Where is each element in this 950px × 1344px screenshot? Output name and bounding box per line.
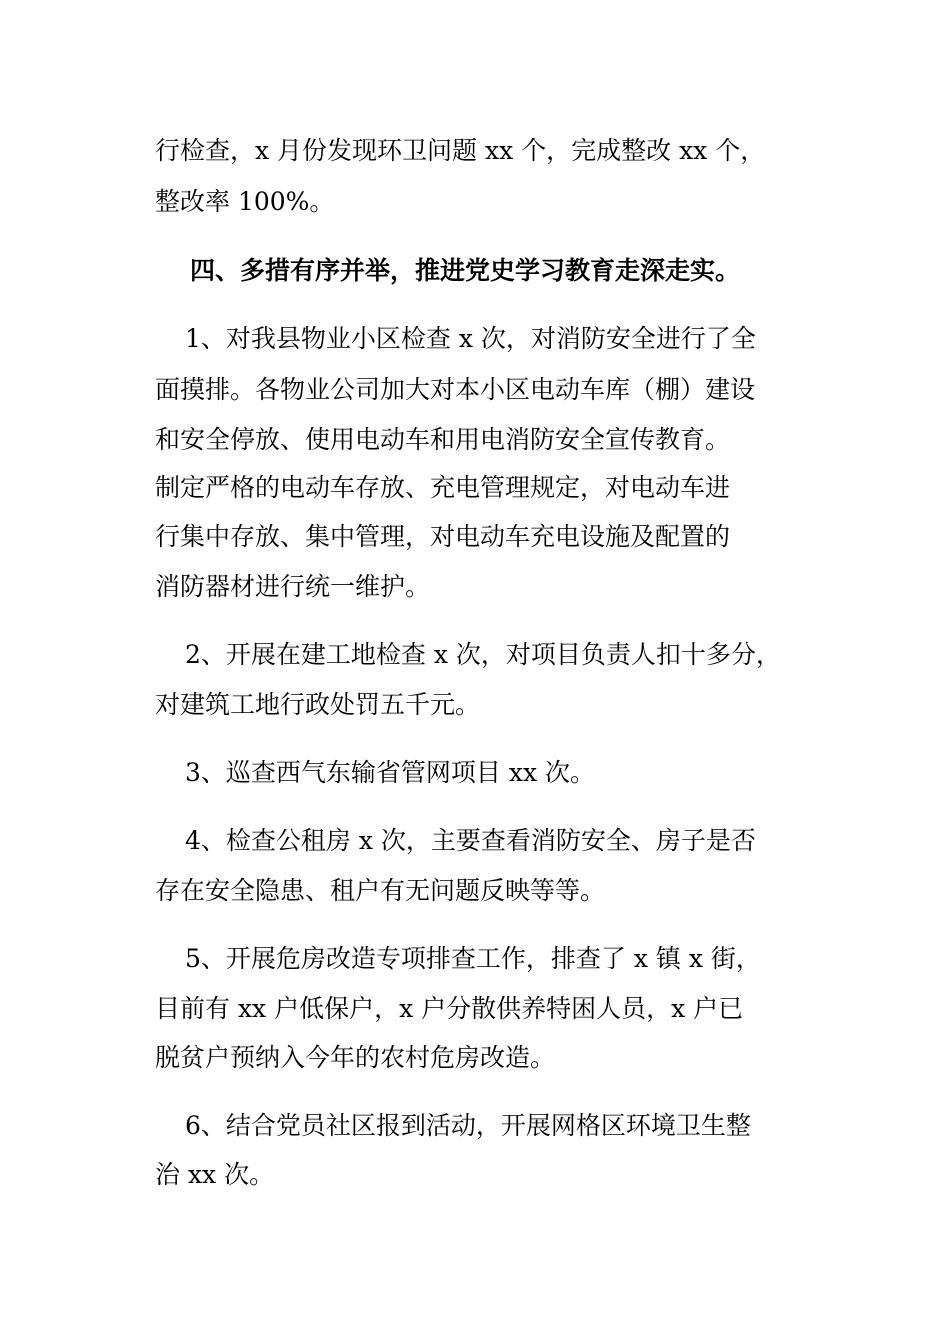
line-text: 整改率 100%。 [155, 187, 335, 216]
paragraph-line [0, 423, 950, 457]
paragraph-line [0, 520, 950, 554]
paragraph-line [0, 570, 950, 604]
line-text: 3、巡查西气东输省管网项目 xx 次。 [185, 758, 595, 787]
line-text: 治 xx 次。 [155, 1160, 275, 1189]
line-text: 和安全停放、使用电动车和用电消防安全宣传教育。 [155, 425, 731, 454]
line-text: 6、结合党员社区报到活动，开展网格区环境卫生整 [185, 1111, 751, 1140]
line-text: 脱贫户预纳入今年的农村危房改造。 [155, 1043, 556, 1072]
line-text: 2、开展在建工地检查 x 次，对项目负责人扣十多分， [185, 640, 781, 669]
line-text: 制定严格的电动车存放、充电管理规定，对电动车进 [155, 473, 731, 502]
paragraph-line [0, 756, 950, 790]
line-text: 消防器材进行统一维护。 [155, 572, 431, 601]
section-heading-text: 四、多措有序并举，推进党史学习教育走深走实。 [190, 256, 741, 285]
paragraph-line [0, 1109, 950, 1143]
paragraph-line [0, 874, 950, 908]
paragraph-line [0, 134, 950, 168]
paragraph-line [0, 824, 950, 858]
paragraph-line [0, 638, 950, 672]
paragraph-line [0, 471, 950, 505]
paragraph-line [0, 1041, 950, 1075]
paragraph-line [0, 942, 950, 976]
paragraph-line [0, 373, 950, 407]
line-text: 面摸排。各物业公司加大对本小区电动车库（棚）建设 [155, 375, 756, 404]
line-text: 行检查，x 月份发现环卫问题 xx 个，完成整改 xx 个， [155, 136, 766, 165]
paragraph-line [0, 185, 950, 219]
line-text: 5、开展危房改造专项排查工作，排查了 x 镇 x 街， [185, 944, 761, 973]
paragraph-line [0, 688, 950, 722]
line-text: 4、检查公租房 x 次，主要查看消防安全、房子是否 [185, 826, 756, 855]
line-text: 行集中存放、集中管理，对电动车充电设施及配置的 [155, 522, 731, 551]
line-text: 目前有 xx 户低保户，x 户分散供养特困人员，x 户已 [155, 994, 744, 1023]
line-text: 存在安全隐患、租户有无问题反映等等。 [155, 876, 606, 905]
paragraph-line [0, 1158, 950, 1192]
paragraph-line [0, 992, 950, 1026]
line-text: 对建筑工地行政处罚五千元。 [155, 690, 481, 719]
line-text: 1、对我县物业小区检查 x 次，对消防安全进行了全 [185, 324, 756, 353]
paragraph-line [0, 322, 950, 356]
section-heading [0, 254, 950, 288]
